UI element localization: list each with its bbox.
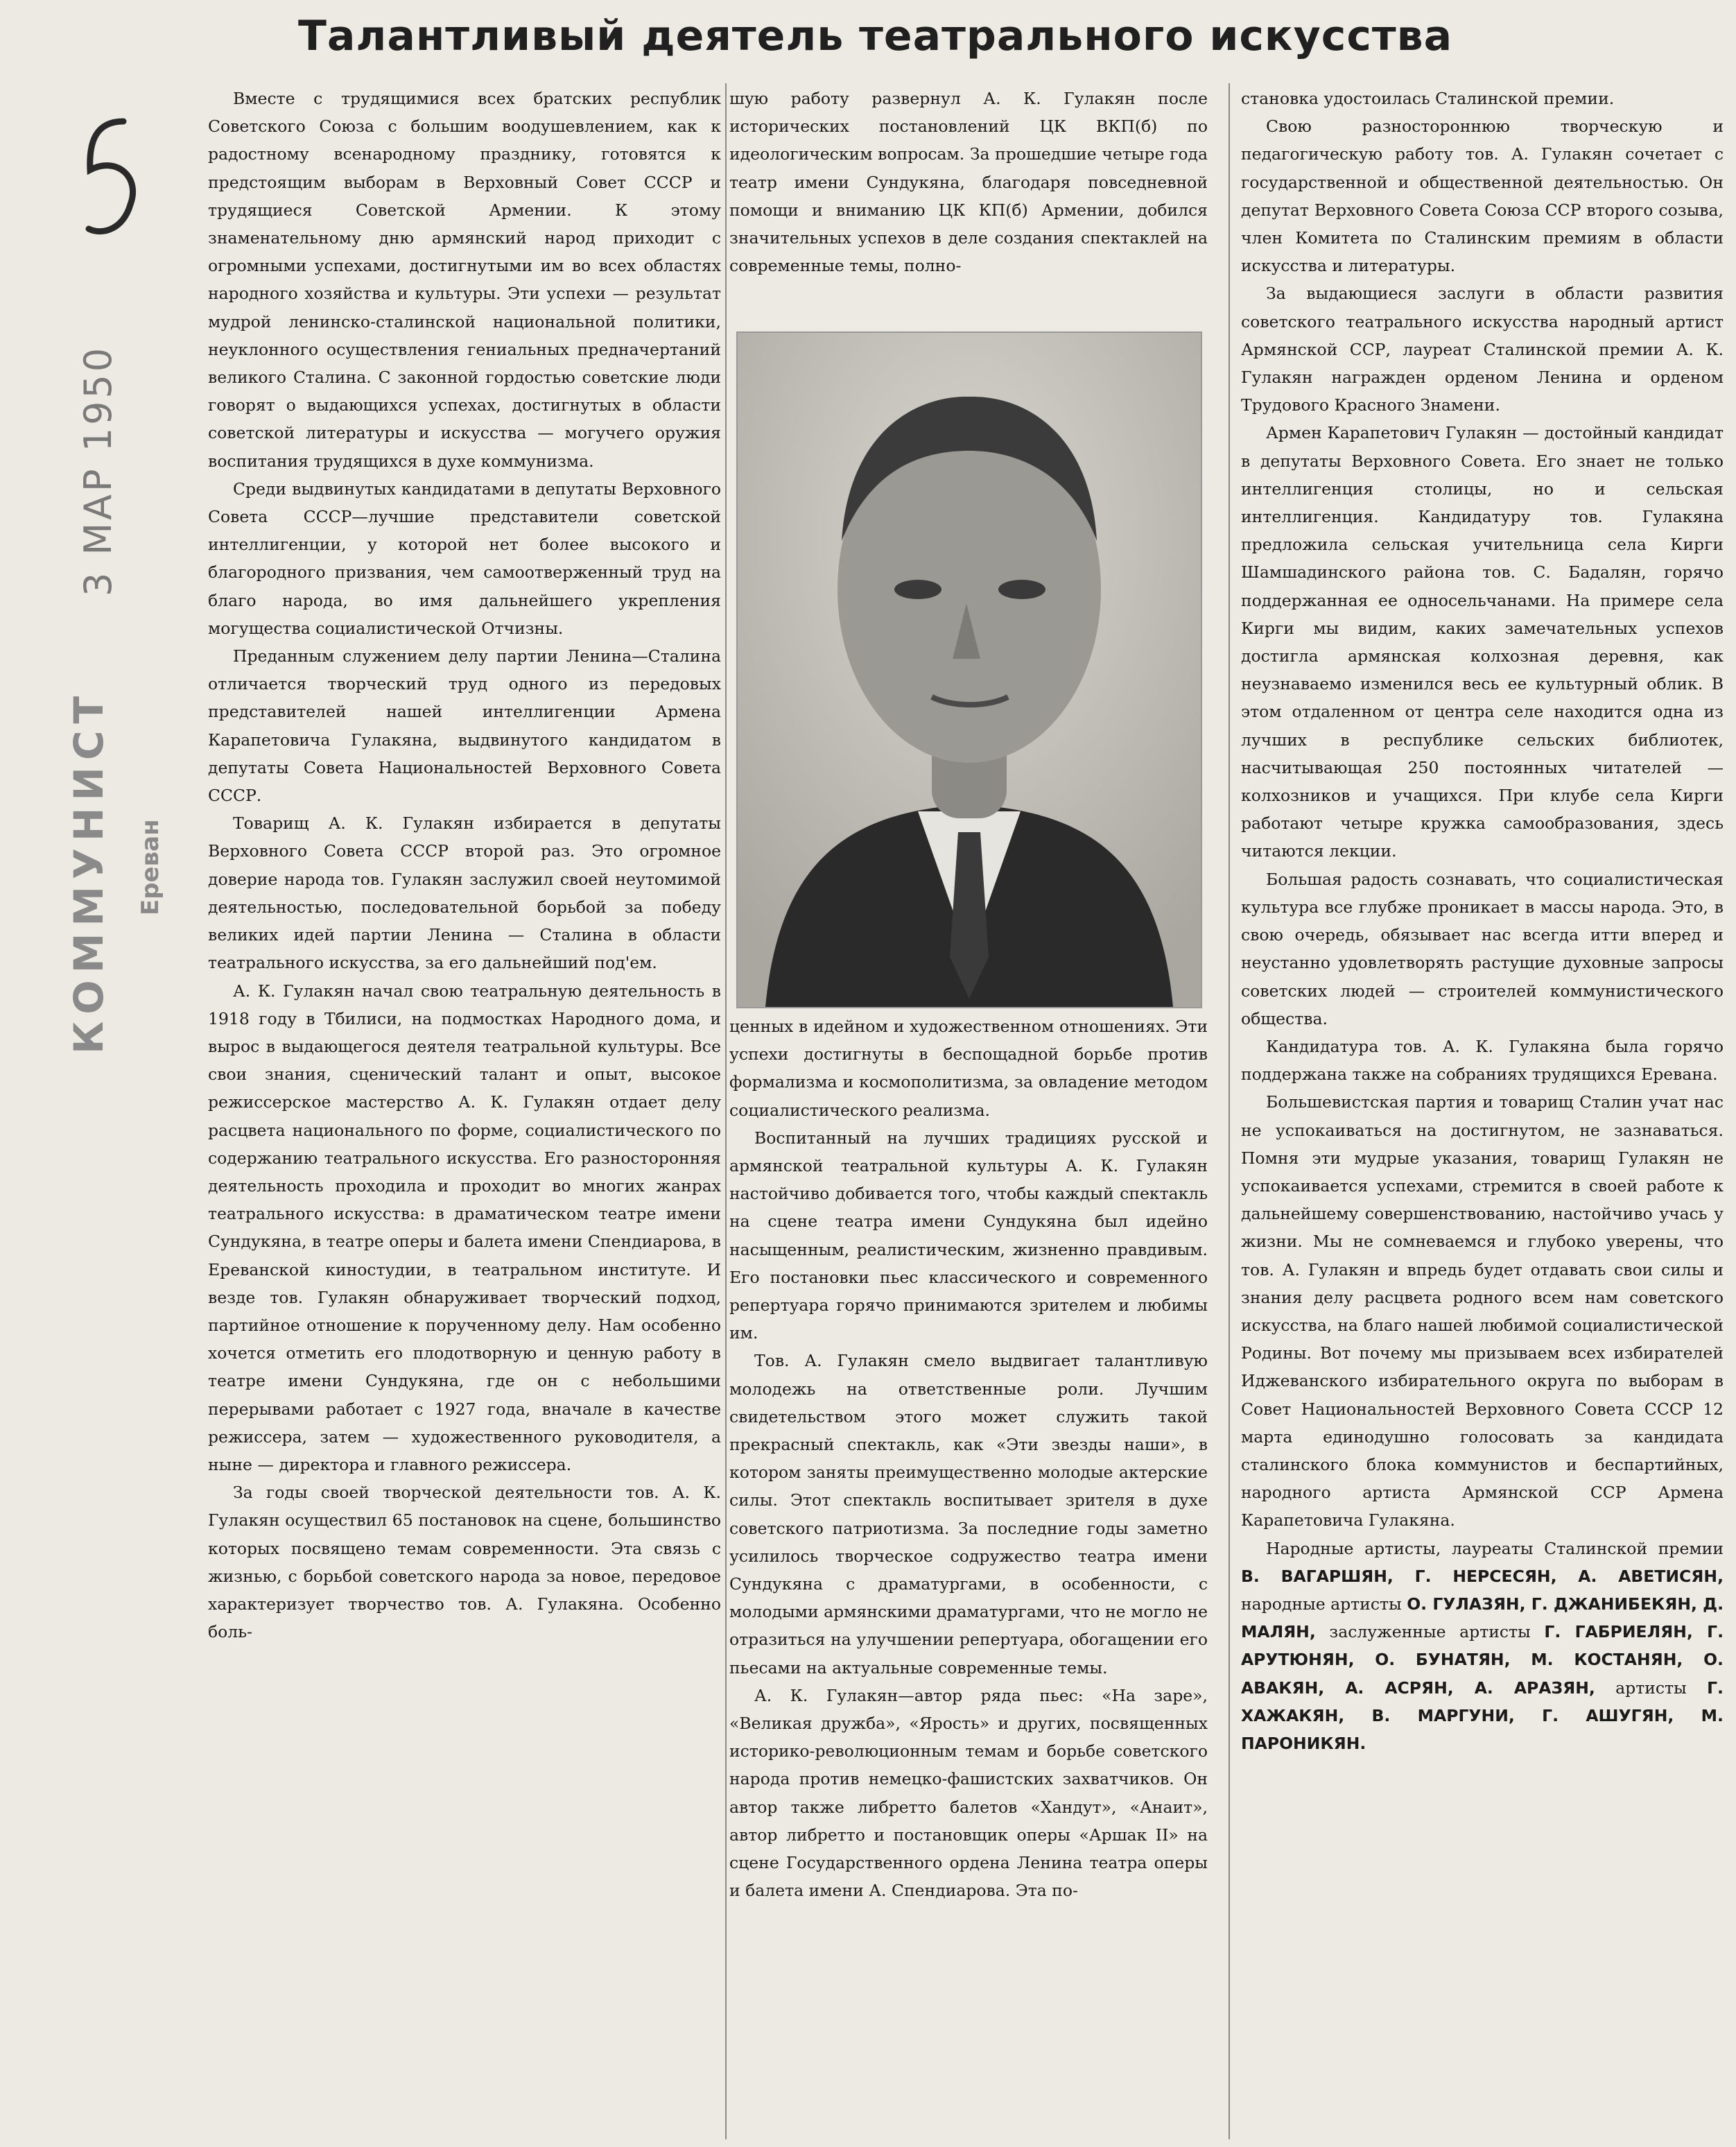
column-divider	[725, 83, 727, 2139]
paragraph: ценных в идейном и художественном отношениях. Эти успехи достигнуты в беспощадной борьбе против формализма и космополитизма, за овладение методом социалистического реализма.	[729, 1017, 1208, 1120]
paragraph: Большевистская партия и товарищ Сталин учат нас не успокаиваться на достигнутом, не зазнаваться. Помня эти мудрые указания, товарищ Гулакян не успокаивается успехами, стремится в своей работе к дальнейшему совершенствованию, настойчиво учась у жизни. Мы не сомневаемся и глубоко уверены, что тов. А. Гулакян и впредь будет отдавать свои силы и знания делу расцвета родного всем нам советского искусства, на благо нашей любимой социалистической Родины. Вот почему мы призываем всех избирателей Иджеванского избирательного округа по выборам в Совет Национальностей Верховного Совета СССР 12 марта единодушно голосовать за кандидата сталинского блока коммунистов и беспартийных, народного артиста Армянской ССР Армена Карапетовича Гулакяна.	[1241, 1092, 1724, 1531]
paragraph: А. К. Гулакян—автор ряда пьес: «На заре», «Великая дружба», «Ярость» и других, посвященных историко-революционным темам и борьбе советского народа против немецко-фашистских захватчиков. Он автор также либретто балетов «Хандут», «Анаит», автор либретто и постановщик оперы «Аршак II» на сцене Государственного ордена Ленина театра оперы и балета имени А. Спендиарова. Эта по-	[729, 1685, 1208, 1901]
paragraph: Товарищ А. К. Гулакян избирается в депутаты Верховного Совета СССР второй раз. Это огромное доверие народа тов. Гулакян заслужил своей неутомимой деятельностью, последовательной борьбой за победу великих идей партии Ленина — Сталина в области театрального искусства, за его дальнейший под'ем.	[208, 813, 721, 973]
paragraph: Армен Карапетович Гулакян — достойный кандидат в депутаты Верховного Совета. Его знает не только интеллигенция столицы, но и сельская интеллигенция. Кандидатуру тов. Гулакяна предложила сельская учительница села Кирги Шамшадинского района тов. С. Бадалян, горячо поддержанная ее односельчанами. На примере села Кирги мы видим, каких замечательных успехов достигла армянская колхозная деревня, как неузнаваемо изменился весь ее культурный облик. В этом отдаленном от центра селе находится одна из лучших в республике сельских библиотек, насчитывающая 250 постоянных читателей — колхозников и учащихся. При клубе села Кирги работают четыре кружка самообразования, здесь читаются лекции.	[1241, 423, 1724, 861]
paragraph: Вместе с трудящимися всех братских республик Советского Союза с большим воодушевлением, как к радостному всенародному празднику, готовятся к предстоящим выборам в Верховный Совет СССР и трудящиеся Советской Армении. К этому знаменательному дню армянский народ приходит с огромными успехами, достигнутыми им во всех областях народного хозяйства и культуры. Эти успехи — результат мудрой ленинско-сталинской национальной политики, неуклонного осуществления гениальных предначертаний великого Сталина. С законной гордостью советские люди говорят о выдающихся успехах, достигнутых в области советской литературы и искусства — могучего оружия воспитания трудящихся в духе коммунизма.	[208, 89, 721, 471]
paragraph: становка удостоилась Сталинской премии.	[1241, 89, 1615, 108]
portrait-photo	[736, 331, 1202, 1008]
paragraph: Среди выдвинутых кандидатами в депутаты Верховного Совета СССР—лучшие представители советской интеллигенции, у которой нет более высокого и благородного призвания, чем самоотверженный труд на благо народа, во имя дальнейшего укрепления могущества социалистической Отчизны.	[208, 478, 721, 638]
masthead-name: КОММУНИСТ	[65, 689, 112, 1054]
handwritten-number	[75, 114, 151, 253]
paragraph: Кандидатура тов. А. К. Гулакяна была горячо поддержана также на собраниях трудящихся Еревана.	[1241, 1036, 1724, 1085]
article-column-1	[208, 85, 721, 2137]
paragraph: Большая радость сознавать, что социалистическая культура все глубже проникает в массы народа. Это, в свою очередь, обязывает нас всегда итти вперед и неустанно удовлетворять растущие духовные запросы советских людей — строителей коммунистического общества.	[1241, 869, 1724, 1028]
article-headline: Талантливый деятель театрального искусства	[298, 12, 1453, 60]
column-divider	[1229, 83, 1230, 2139]
paragraph: Свою разностороннюю творческую и педагогическую работу тов. А. Гулакян сочетает с государственной и общественной деятельностью. Он депутат Верховного Совета Союза ССР второго созыва, член Комитета по Сталинским премиям в области искусства и литературы.	[1241, 117, 1724, 276]
paragraph: За годы своей творческой деятельности тов. А. К. Гулакян осуществил 65 постановок на сцене, большинство которых посвящено темам современности. Эта связь с жизнью, с борьбой советского народа за новое, передовое характеризует творчество тов. А. Гулакяна. Особенно боль-	[208, 1483, 721, 1642]
article-column-3	[1241, 85, 1724, 2137]
paragraph: Тов. А. Гулакян смело выдвигает талантливую молодежь на ответственные роли. Лучшим свидетельством этого может служить такой прекрасный спектакль, как «Эти звезды наши», в котором заняты преимущественно молодые актерские силы. Этот спектакль воспитывает зрителя в духе советского патриотизма. За последние годы заметно усилилось творческое содружество театра имени Сундукяна с драматургами, в особенности, с молодыми армянскими драматургами, что не могло не отразиться на улучшении репертуара, обогащении его пьесами на актуальные современные темы.	[729, 1351, 1208, 1678]
masthead-city: Ереван	[137, 819, 164, 915]
paragraph: За выдающиеся заслуги в области развития советского театрального искусства народный артист Армянской ССР, лауреат Сталинской премии А. К. Гулакян награжден орденом Ленина и орденом Трудового Красного Знамени.	[1241, 284, 1724, 415]
paragraph: Преданным служением делу партии Ленина—Сталина отличается творческий труд одного из передовых представителей нашей интеллигенции Армена Карапетовича Гулакяна, выдвинутого кандидатом в депутаты Совета Национальностей Верховного Совета СССР.	[208, 646, 721, 806]
masthead-stamp	[42, 666, 222, 1151]
paragraph: шую работу развернул А. К. Гулакян после исторических постановлений ЦК ВКП(б) по идеологическим вопросам. За прошедшие четыре года театр имени Сундукяна, благодаря повседневной помощи и вниманию ЦК КП(б) Армении, добился значительных успехов в деле создания спектаклей на современные темы, полно-	[729, 89, 1208, 276]
date-stamp-text: 3 МАР 1950	[76, 345, 120, 596]
date-stamp	[28, 236, 208, 624]
signatories: Народные артисты, лауреаты Сталинской премии В. ВАГАРШЯН, Г. НЕРСЕСЯН, А. АВЕТИСЯН, народные артисты О. ГУЛАЗЯН, Г. ДЖАНИБЕКЯН, Д. МАЛЯН, заслуженные артисты Г. ГАБРИЕЛЯН, Г. АРУТЮНЯН, О. БУНАТЯН, М. КОСТАНЯН, О. АВАКЯН, А. АСРЯН, А. АРАЗЯН, артисты Г. ХАЖАКЯН, В. МАРГУНИ, Г. АШУГЯН, М. ПАРОНИКЯН.	[1241, 1538, 1724, 1753]
paragraph: А. К. Гулакян начал свою театральную деятельность в 1918 году в Тбилиси, на подмостках Народного дома, и вырос в выдающегося деятеля театральной культуры. Все свои знания, сценический талант и опыт, высокое режиссерское мастерство А. К. Гулакян отдает делу расцвета национального по форме, социалистического по содержанию театрального искусства. Его разносторонняя деятельность проходила и проходит во многих жанрах театрального искусства: в драматическом театре имени Сундукяна, в театре оперы и балета имени Спендиарова, в Ереванской киностудии, в театральном институте. И везде тов. Гулакян обнаруживает творческий подход, партийное отношение к порученному делу. Нам особенно хочется отметить его плодотворную и ценную работу в театре имени Сундукяна, где он с небольшими перерывами работает с 1927 года, вначале в качестве режиссера, затем — художественного руководителя, а ныне — директора и главного режиссера.	[208, 981, 721, 1474]
paragraph: Воспитанный на лучших традициях русской и армянской театральной культуры А. К. Гулакян настойчиво добивается того, чтобы каждый спектакль на сцене театра имени Сундукяна был идейно насыщенным, реалистическим, жизненно правдивым. Его постановки пьес классического и современного репертуара горячо принимаются зрителем и любимы им.	[729, 1128, 1208, 1343]
